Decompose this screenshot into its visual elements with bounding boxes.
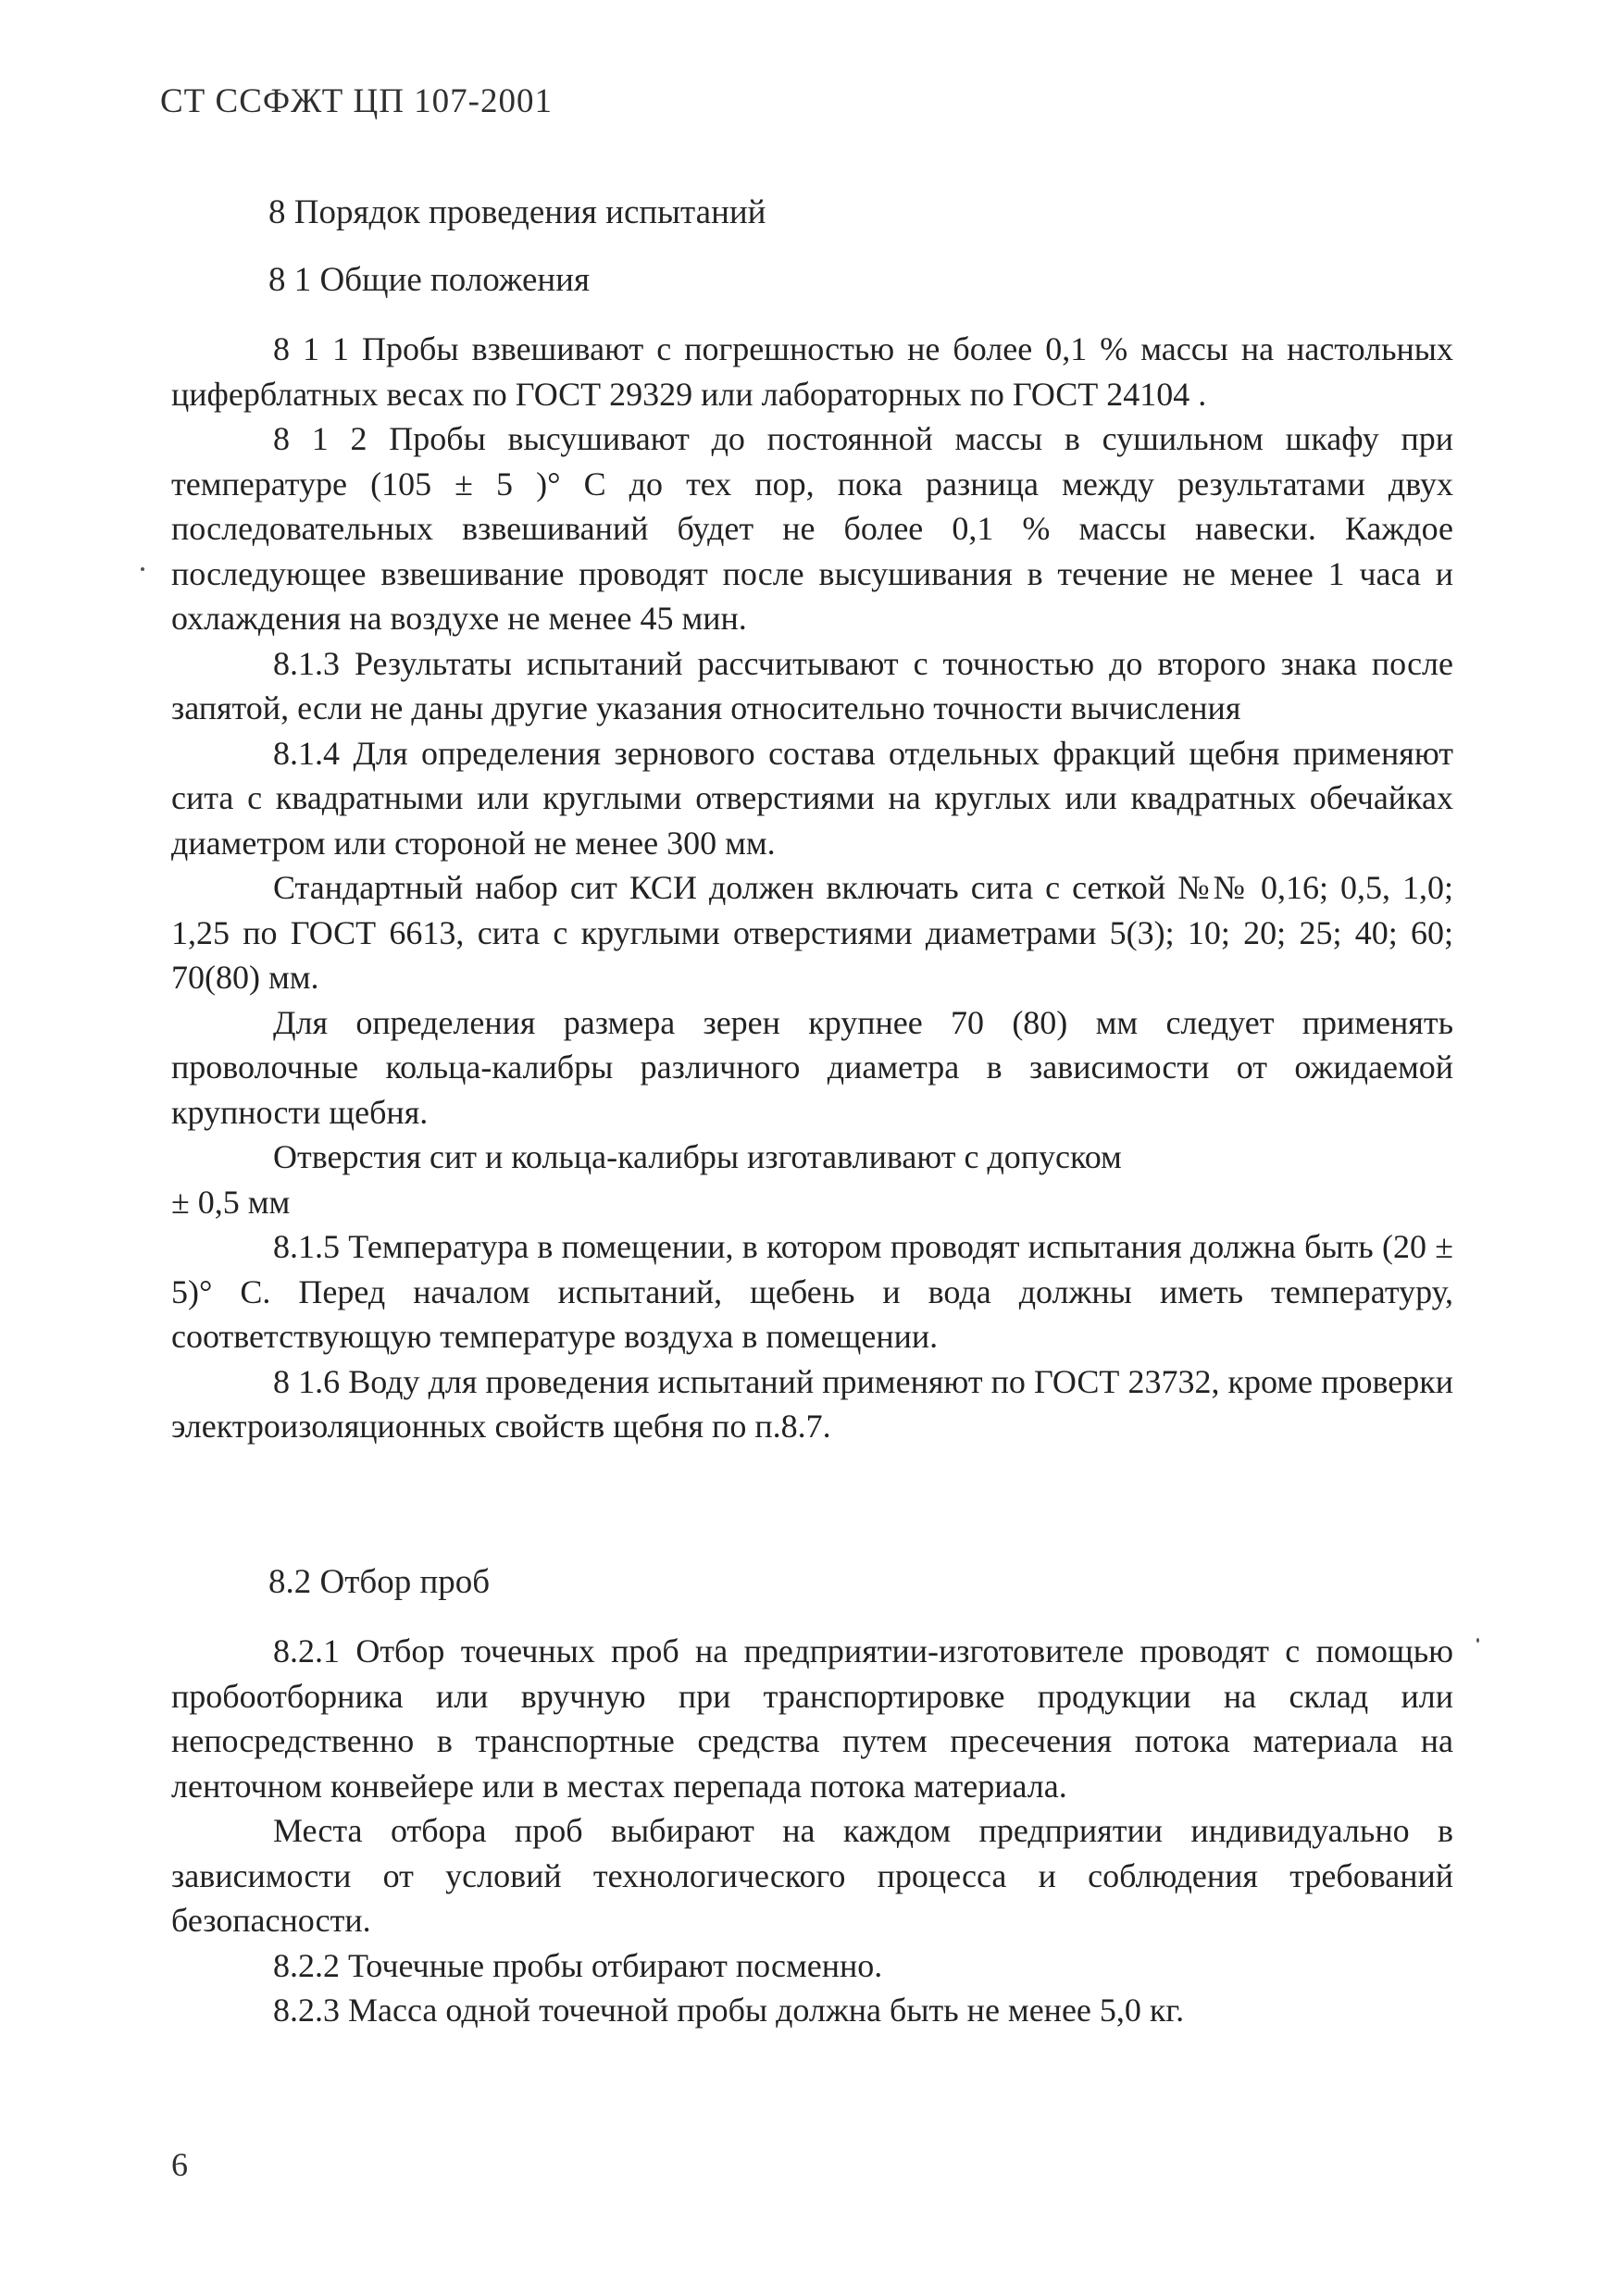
section-8-1-body — [171, 327, 1453, 1449]
scan-speck — [1476, 1638, 1479, 1643]
paragraph-8-1-6: 8 1.6 Воду для проведения испытаний применяют по ГОСТ 23732, кроме проверки электроизоляционных свойств щебня по п.8.7. — [171, 1362, 1453, 1445]
paragraph-8-2-1: 8.2.1 Отбор точечных проб на предприятии-изготовителе проводят с помощью пробоотборника или вручную при транспортировке продукции на склад или непосредственно в транспортные средства путем пресечения потока материала на ленточном конвейере или в местах перепада потока материала. — [171, 1632, 1453, 1805]
paragraph-8-1-3: 8.1.3 Результаты испытаний рассчитывают с точностью до второго знака после запятой, если не даны другие указания относительно точности вычисления — [171, 644, 1453, 726]
paragraph-8-2-2: 8.2.2 Точечные пробы отбирают посменно. — [273, 1946, 883, 1984]
paragraph-8-1-4-sieve-set: Стандартный набор сит КСИ должен включать сита с сеткой №№ 0,16; 0,5, 1,0; 1,25 по ГОСТ 6613, сита с круглыми отверстиями диаметрами 5(3); 10; 20; 25; 40; 60; 70(80) мм. — [171, 869, 1453, 996]
document-code-header: СТ ССФЖТ ЦП 107-2001 — [160, 82, 554, 120]
section-8-2-title: 8.2 Отбор проб — [268, 1563, 491, 1601]
page-number: 6 — [171, 2146, 188, 2183]
paragraph-8-1-2: 8 1 2 Пробы высушивают до постоянной массы в сушильном шкафу при температуре (105 ± 5 )° С до тех пор, пока разница между результатами двух последовательных взвешиваний будет не более 0,1 % массы навески. Каждое последующее взвешивание проводят после высушивания в течение не менее 1 часа и охлаждения на воздухе не менее 45 мин. — [171, 420, 1453, 637]
paragraph-8-1-4-rings: Для определения размера зерен крупнее 70 (80) мм следует применять проволочные кольца-калибры различного диаметра в зависимости от ожидаемой крупности щебня. — [171, 1003, 1453, 1131]
section-8-2-body — [171, 1629, 1453, 2033]
paragraph-8-1-5: 8.1.5 Температура в помещении, в котором проводят испытания должна быть (20 ± 5)° С. Перед началом испытаний, щебень и вода должны иметь температуру, соответствующую температуре воздуха в помещении. — [171, 1228, 1453, 1355]
paragraph-8-1-4-tolerance: Отверстия сит и кольца-калибры изготавливают с допуском — [273, 1138, 1122, 1175]
section-8-title: 8 Порядок проведения испытаний — [268, 193, 766, 231]
paragraph-8-1-1: 8 1 1 Пробы взвешивают с погрешностью не более 0,1 % массы на настольных циферблатных весах по ГОСТ 29329 или лабораторных по ГОСТ 24104 . — [171, 330, 1453, 413]
paragraph-8-2-3: 8.2.3 Масса одной точечной пробы должна быть не менее 5,0 кг. — [273, 1992, 1185, 2029]
scan-speck — [141, 567, 144, 571]
paragraph-8-1-4: 8.1.4 Для определения зернового состава отдельных фракций щебня применяют сита с квадратными или круглыми отверстиями на круглых или квадратных обечайках диаметром или стороной не менее 300 мм. — [171, 734, 1453, 862]
tolerance-value: ± 0,5 мм — [171, 1183, 291, 1221]
subsection-8-1-title: 8 1 Общие положения — [268, 261, 590, 299]
paragraph-8-2-1-locations: Места отбора проб выбирают на каждом предприятии индивидуально в зависимости от условий технологического процесса и соблюдения требований безопасности. — [171, 1812, 1453, 1939]
